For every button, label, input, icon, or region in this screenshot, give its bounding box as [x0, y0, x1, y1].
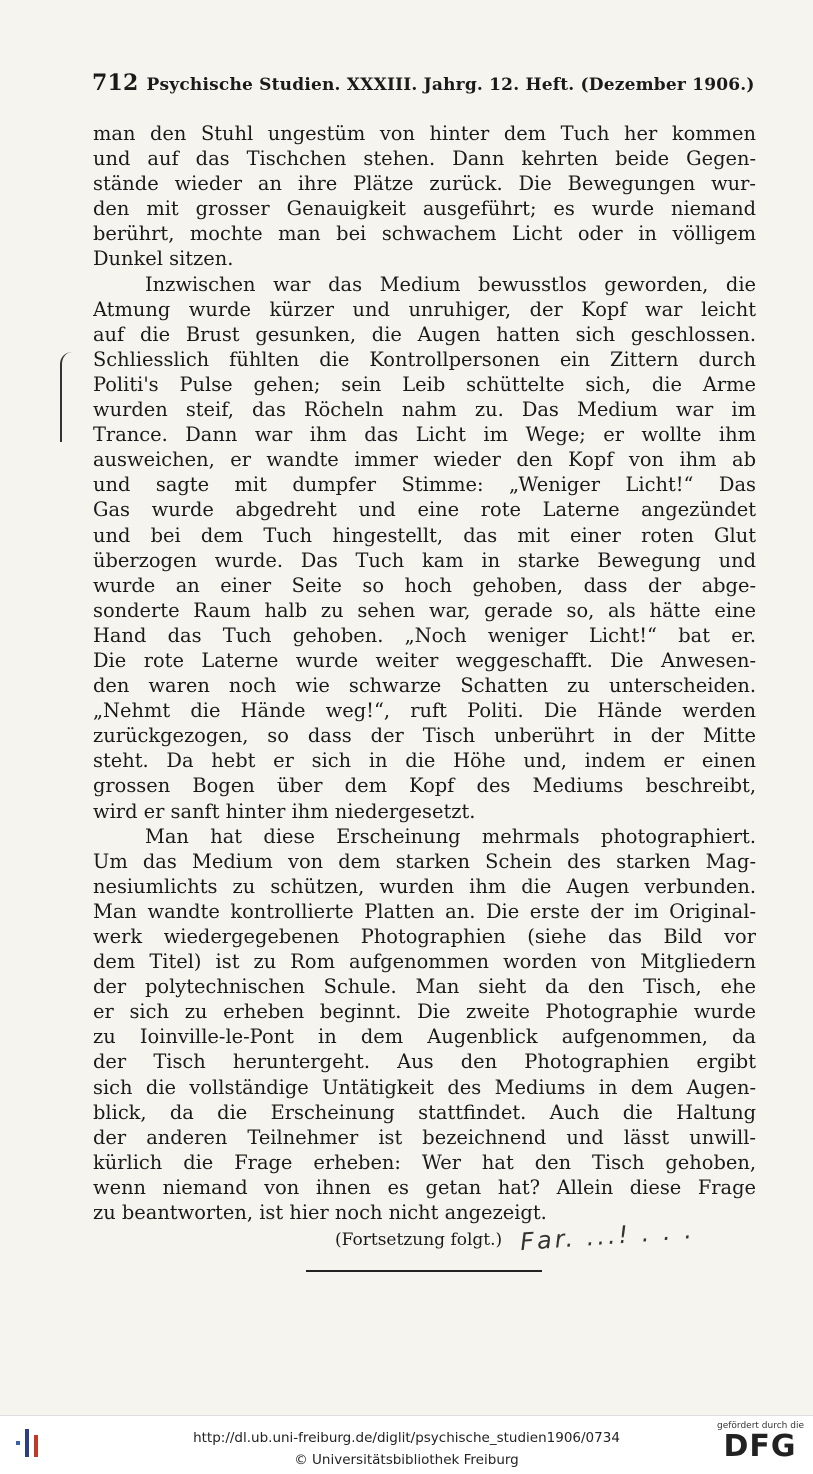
text-line: der polytechnischen Schule. Man sieht da den Tisch, ehe — [93, 975, 756, 999]
viewer-footer — [0, 1415, 813, 1474]
text-line: Politi's Pulse gehen; sein Leib schüttelte sich, die Arme — [93, 372, 756, 396]
funding-tagline: gefördert durch die — [717, 1421, 804, 1431]
text-line: Schliesslich fühlten die Kontrollpersonen ein Zittern durch — [93, 347, 756, 371]
text-line: werk wiedergegebenen Photographien (siehe das Bild vor — [93, 925, 756, 948]
text-line: blick, da die Erscheinung stattfindet. Auch die Haltung — [93, 1100, 756, 1124]
text-line: und sagte mit dumpfer Stimme: „Weniger Licht!“ Das — [93, 473, 756, 497]
text-line: Dunkel sitzen. — [93, 247, 234, 271]
text-line: er sich zu erheben beginnt. Die zweite Photographie wurde — [93, 1000, 756, 1024]
text-line: zu Ioinville-le-Pont in dem Augenblick aufgenommen, da — [93, 1025, 756, 1049]
text-line: sich die vollständige Untätigkeit des Mediums in dem Augen- — [93, 1075, 756, 1099]
margin-pencil-mark — [60, 352, 72, 442]
text-line: Die rote Laterne wurde weiter weggeschafft. Die Anwesen- — [93, 648, 756, 672]
text-line: zu beantworten, ist hier noch nicht angezeigt. — [93, 1201, 547, 1225]
text-line: grossen Bogen über dem Kopf des Mediums beschreibt, — [93, 774, 756, 798]
handwritten-annotation: Far. ...! . . . — [519, 1215, 696, 1257]
permalink-url[interactable]: http://dl.ub.uni-freiburg.de/diglit/psychische_studien1906/0734 — [193, 1430, 620, 1446]
funder-badge — [717, 1421, 803, 1463]
text-line: den mit grosser Genauigkeit ausgeführt; es wurde niemand — [93, 197, 756, 221]
text-line: „Nehmt die Hände weg!“, ruft Politi. Die Hände werden — [93, 699, 756, 723]
page-number: 712 — [92, 70, 139, 96]
copyright-notice: © Universitätsbibliothek Freiburg — [294, 1452, 519, 1468]
text-line: wurden steif, das Röcheln nahm zu. Das Medium war im — [93, 398, 756, 422]
text-line: der anderen Teilnehmer ist bezeichnend und lässt unwill- — [93, 1125, 756, 1149]
text-line: Man wandte kontrollierte Platten an. Die erste der im Original- — [93, 899, 756, 923]
text-line: ausweichen, er wandte immer wieder den Kopf von ihm ab — [93, 448, 756, 472]
text-line: berührt, mochte man bei schwachem Licht oder in völligem — [93, 222, 756, 246]
text-line: man den Stuhl ungestüm von hinter dem Tuch her kommen — [93, 122, 756, 145]
text-line: und bei dem Tuch hingestellt, das mit einer roten Glut — [93, 523, 756, 547]
text-line: wird er sanft hinter ihm niedergesetzt. — [93, 799, 476, 823]
closing-rule — [306, 1270, 542, 1272]
text-line: Inzwischen war das Medium bewusstlos geworden, die — [145, 272, 756, 296]
text-line: auf die Brust gesunken, die Augen hatten sich geschlossen. — [93, 322, 756, 346]
text-line: zurückgezogen, so dass der Tisch unberührt in der Mitte — [93, 724, 756, 748]
body-text — [93, 121, 756, 1225]
text-line: Trance. Dann war ihm das Licht im Wege; er wollte ihm — [93, 423, 756, 447]
text-line: wurde an einer Seite so hoch gehoben, dass der abge- — [93, 573, 756, 597]
text-line: steht. Da hebt er sich in die Höhe und, indem er einen — [93, 749, 756, 773]
text-line: und auf das Tischchen stehen. Dann kehrten beide Gegen- — [93, 147, 756, 171]
text-line: überzogen wurde. Das Tuch kam in starke Bewegung und — [93, 548, 756, 572]
text-line: der Tisch heruntergeht. Aus den Photographien ergibt — [93, 1050, 756, 1074]
dfg-logo: DFG — [723, 1429, 797, 1464]
text-line: stände wieder an ihre Plätze zurück. Die Bewegungen wur- — [93, 172, 756, 196]
continuation-note: (Fortsetzung folgt.) — [335, 1230, 503, 1250]
text-line: wenn niemand von ihnen es getan hat? Allein diese Frage — [93, 1175, 756, 1199]
text-line: Um das Medium von dem starken Schein des starken Mag- — [93, 849, 756, 873]
text-line: Hand das Tuch gehoben. „Noch weniger Licht!“ bat er. — [93, 623, 756, 647]
text-line: Atmung wurde kürzer und unruhiger, der Kopf war leicht — [93, 297, 756, 321]
text-line: nesiumlichts zu schützen, wurden ihm die Augen verbunden. — [93, 874, 756, 898]
text-line: Gas wurde abgedreht und eine rote Laterne angezündet — [93, 498, 756, 522]
text-line: dem Titel) ist zu Rom aufgenommen worden von Mitgliedern — [93, 950, 756, 974]
text-line: den waren noch wie schwarze Schatten zu unterscheiden. — [93, 674, 756, 698]
text-line: sonderte Raum halb zu sehen war, gerade so, als hätte eine — [93, 598, 756, 622]
running-head — [92, 70, 757, 96]
text-line: kürlich die Frage erheben: Wer hat den Tisch gehoben, — [93, 1150, 756, 1174]
text-line: Man hat diese Erscheinung mehrmals photographiert. — [145, 824, 756, 848]
running-title: Psychische Studien. XXXIII. Jahrg. 12. Heft. (Dezember 1906.) — [146, 75, 755, 95]
